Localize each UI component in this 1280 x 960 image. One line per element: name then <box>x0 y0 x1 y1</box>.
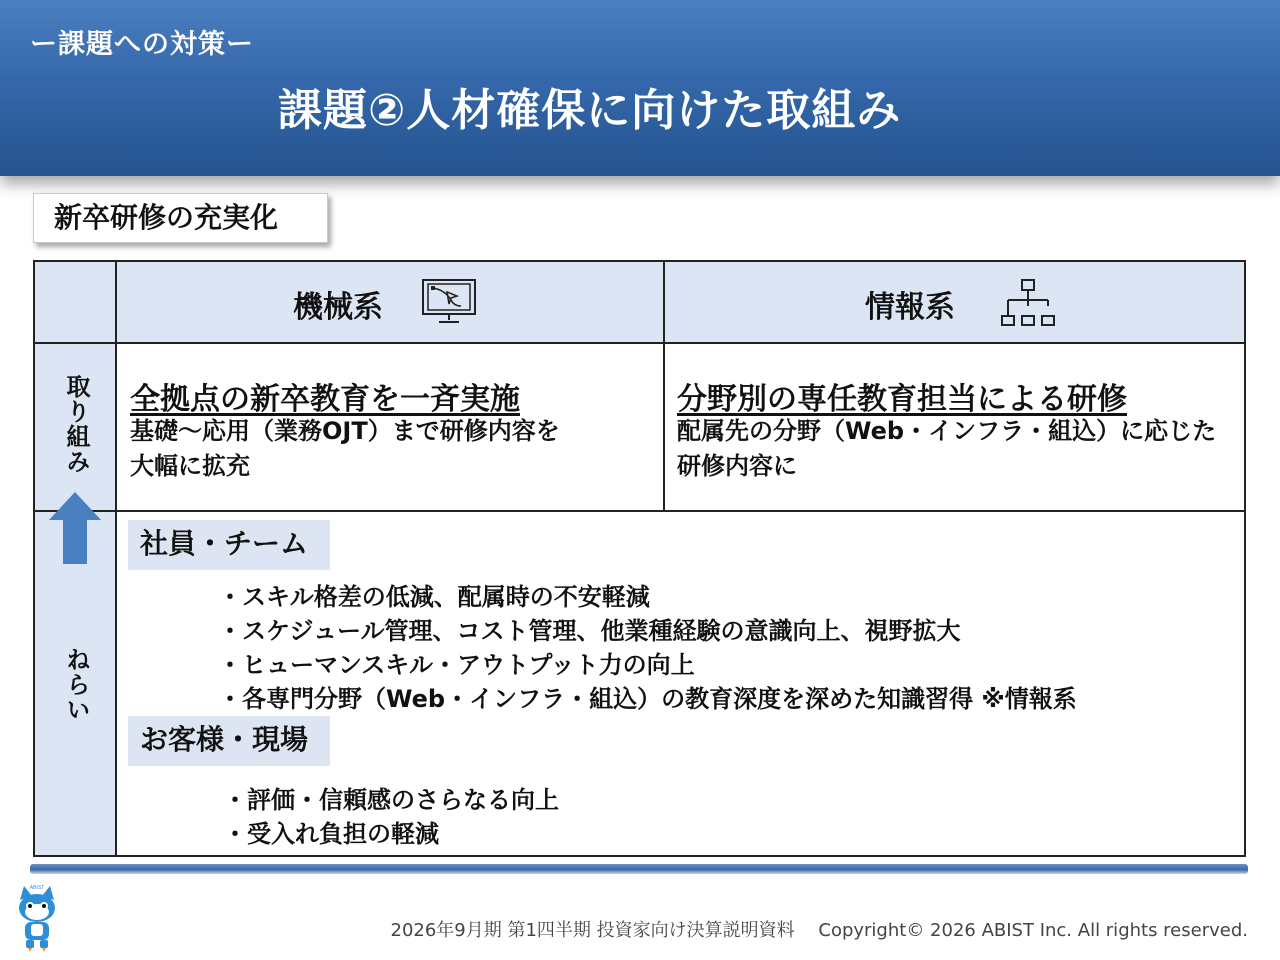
column-header-it <box>865 282 955 326</box>
footer-copyright: 2026年9月期 第1四半期 投資家向け決算説明資料 Copyright© 2026 ABIST Inc. All rights reserved. <box>390 920 1248 941</box>
column-header-label: 情報系 <box>865 290 955 325</box>
column-header-mechanical <box>293 282 383 326</box>
aims-bullet: ・スキル格差の低減、配属時の不安軽減 <box>218 583 650 611</box>
up-arrow-icon <box>47 490 103 566</box>
org-chart-icon <box>1000 278 1056 328</box>
initiative-title-mechanical: 全拠点の新卒教育を一斉実施 <box>130 382 520 417</box>
page-title: 課題②人材確保に向けた取組み <box>278 85 902 136</box>
logo-text: ABIST <box>29 885 45 891</box>
aims-bullet: ・受入れ負担の軽減 <box>223 820 439 848</box>
monitor-design-icon <box>421 278 477 326</box>
initiatives-table <box>33 260 1246 857</box>
mascot-cat-icon <box>14 884 60 952</box>
header-banner <box>0 0 1280 176</box>
initiative-desc-it: 配属先の分野（Web・インフラ・組込）に応じた 研修内容に <box>677 417 1217 480</box>
column-header-label: 機械系 <box>293 290 383 325</box>
aims-bullet: ・評価・信頼感のさらなる向上 <box>223 786 559 814</box>
initiative-desc-mechanical: 基礎～応用（業務OJT）まで研修内容を 大幅に拡充 <box>130 417 560 480</box>
aims-tag-staff: 社員・チーム <box>128 520 330 570</box>
row-label-initiatives: 取り組み <box>62 374 90 474</box>
aims-bullet: ・スケジュール管理、コスト管理、他業種経験の意識向上、視野拡大 <box>218 617 961 645</box>
table-header-row <box>35 262 1244 342</box>
aims-bullet: ・ヒューマンスキル・アウトプット力の向上 <box>218 651 695 679</box>
footer-divider <box>30 864 1248 874</box>
aims-bullet: ・各専門分野（Web・インフラ・組込）の教育深度を深めた知識習得 ※情報系 <box>218 685 1077 713</box>
row-label-aims: ねらい <box>62 647 90 722</box>
header-subtitle: ー課題への対策ー <box>30 29 254 60</box>
initiative-title-it: 分野別の専任教育担当による研修 <box>677 382 1127 417</box>
section-label: 新卒研修の充実化 <box>33 193 328 243</box>
aims-tag-customers: お客様・現場 <box>128 716 330 766</box>
